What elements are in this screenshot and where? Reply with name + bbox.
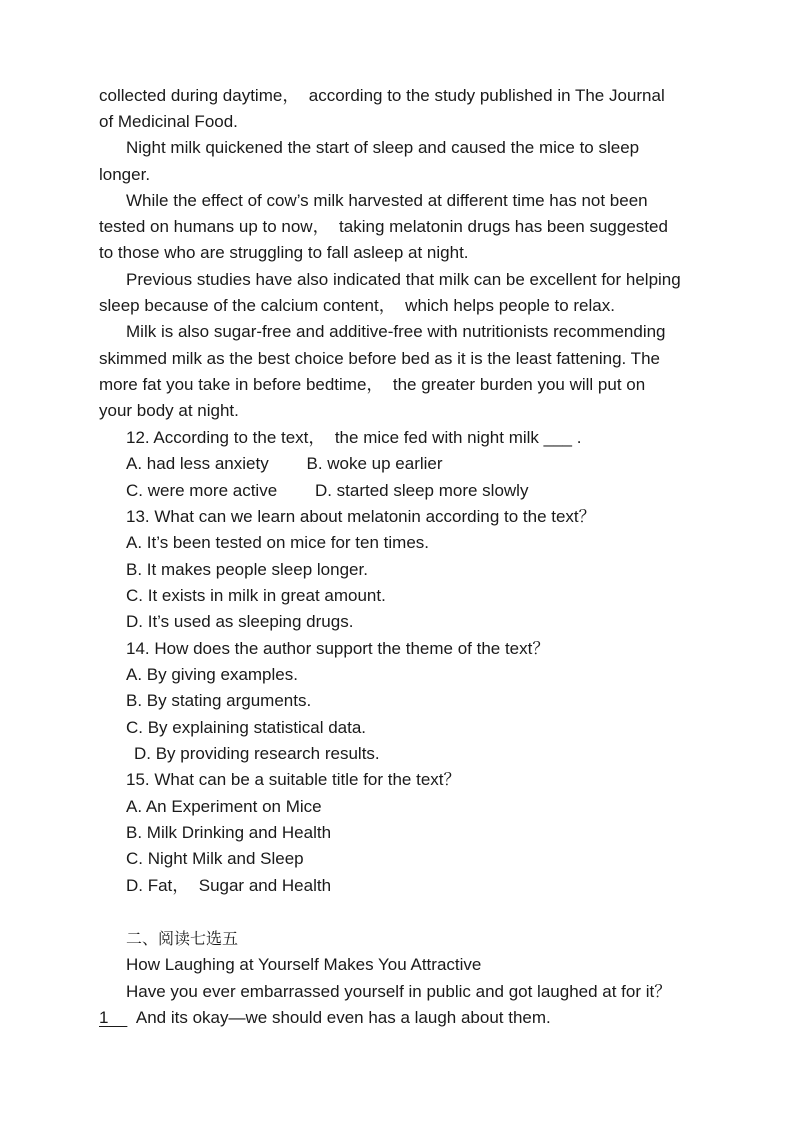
- question-12-stem: 12. According to the text， the mice fed with night milk ___ .: [126, 428, 582, 447]
- passage-line-2: of Medicinal Food.: [99, 112, 238, 131]
- question-14-option-d: D. By providing research results.: [134, 744, 380, 763]
- question-14-option-a: A. By giving examples.: [126, 665, 298, 684]
- section-2-line-2: [99, 1008, 551, 1028]
- question-13-option-d: D. It’s used as sleeping drugs.: [126, 612, 354, 631]
- passage-line-5: While the effect of cow’s milk harvested at different time has not been: [126, 191, 648, 210]
- blank-1-fill: [108, 1008, 127, 1027]
- question-12-options-row-2: C. were more active D. started sleep more slowly: [126, 481, 529, 500]
- question-15-option-c: C. Night Milk and Sleep: [126, 849, 304, 868]
- question-15-option-d: D. Fat， Sugar and Health: [126, 876, 332, 895]
- passage-line-13: your body at night.: [99, 401, 239, 420]
- passage-line-6: tested on humans up to now， taking melatonin drugs has been suggested: [99, 217, 668, 236]
- question-14-option-b: B. By stating arguments.: [126, 691, 312, 710]
- passage-line-9: sleep because of the calcium content， which helps people to relax.: [99, 296, 615, 315]
- passage-line-4: longer.: [99, 165, 151, 184]
- passage-line-10: Milk is also sugar-free and additive-free with nutritionists recommending: [126, 322, 666, 341]
- question-12-options-row-1: A. had less anxiety B. woke up earlier: [126, 454, 443, 473]
- blank-1: [99, 1008, 127, 1027]
- question-13-stem: 13. What can we learn about melatonin according to the text？: [126, 507, 596, 526]
- question-13-option-a: A. It’s been tested on mice for ten times.: [126, 533, 430, 552]
- section-2-line-1: Have you ever embarrassed yourself in public and got laughed at for it？: [126, 982, 672, 1001]
- passage-line-7: to those who are struggling to fall asleep at night.: [99, 243, 469, 262]
- blank-1-number: 1: [99, 1008, 109, 1027]
- passage-line-12: more fat you take in before bedtime， the greater burden you will put on: [99, 375, 646, 394]
- section-2-title: How Laughing at Yourself Makes You Attractive: [126, 955, 482, 974]
- question-13-option-b: B. It makes people sleep longer.: [126, 560, 368, 579]
- question-14-stem: 14. How does the author support the theme of the text？: [126, 639, 550, 658]
- question-15-option-b: B. Milk Drinking and Health: [126, 823, 332, 842]
- question-13-option-c: C. It exists in milk in great amount.: [126, 586, 386, 605]
- passage-line-3: Night milk quickened the start of sleep and caused the mice to sleep: [126, 138, 640, 157]
- passage-line-8: Previous studies have also indicated that milk can be excellent for helping: [126, 270, 681, 289]
- section-2-heading: 二、阅读七选五: [126, 929, 239, 948]
- passage-line-1: collected during daytime， according to the study published in The Journal: [99, 86, 665, 105]
- question-15-option-a: A. An Experiment on Mice: [126, 797, 322, 816]
- question-15-stem: 15. What can be a suitable title for the text？: [126, 770, 461, 789]
- passage-line-11: skimmed milk as the best choice before bed as it is the least fattening. The: [99, 349, 660, 368]
- question-14-option-c: C. By explaining statistical data.: [126, 718, 367, 737]
- section-2-line-2-text: And its okay—we should even has a laugh about them.: [127, 1008, 551, 1027]
